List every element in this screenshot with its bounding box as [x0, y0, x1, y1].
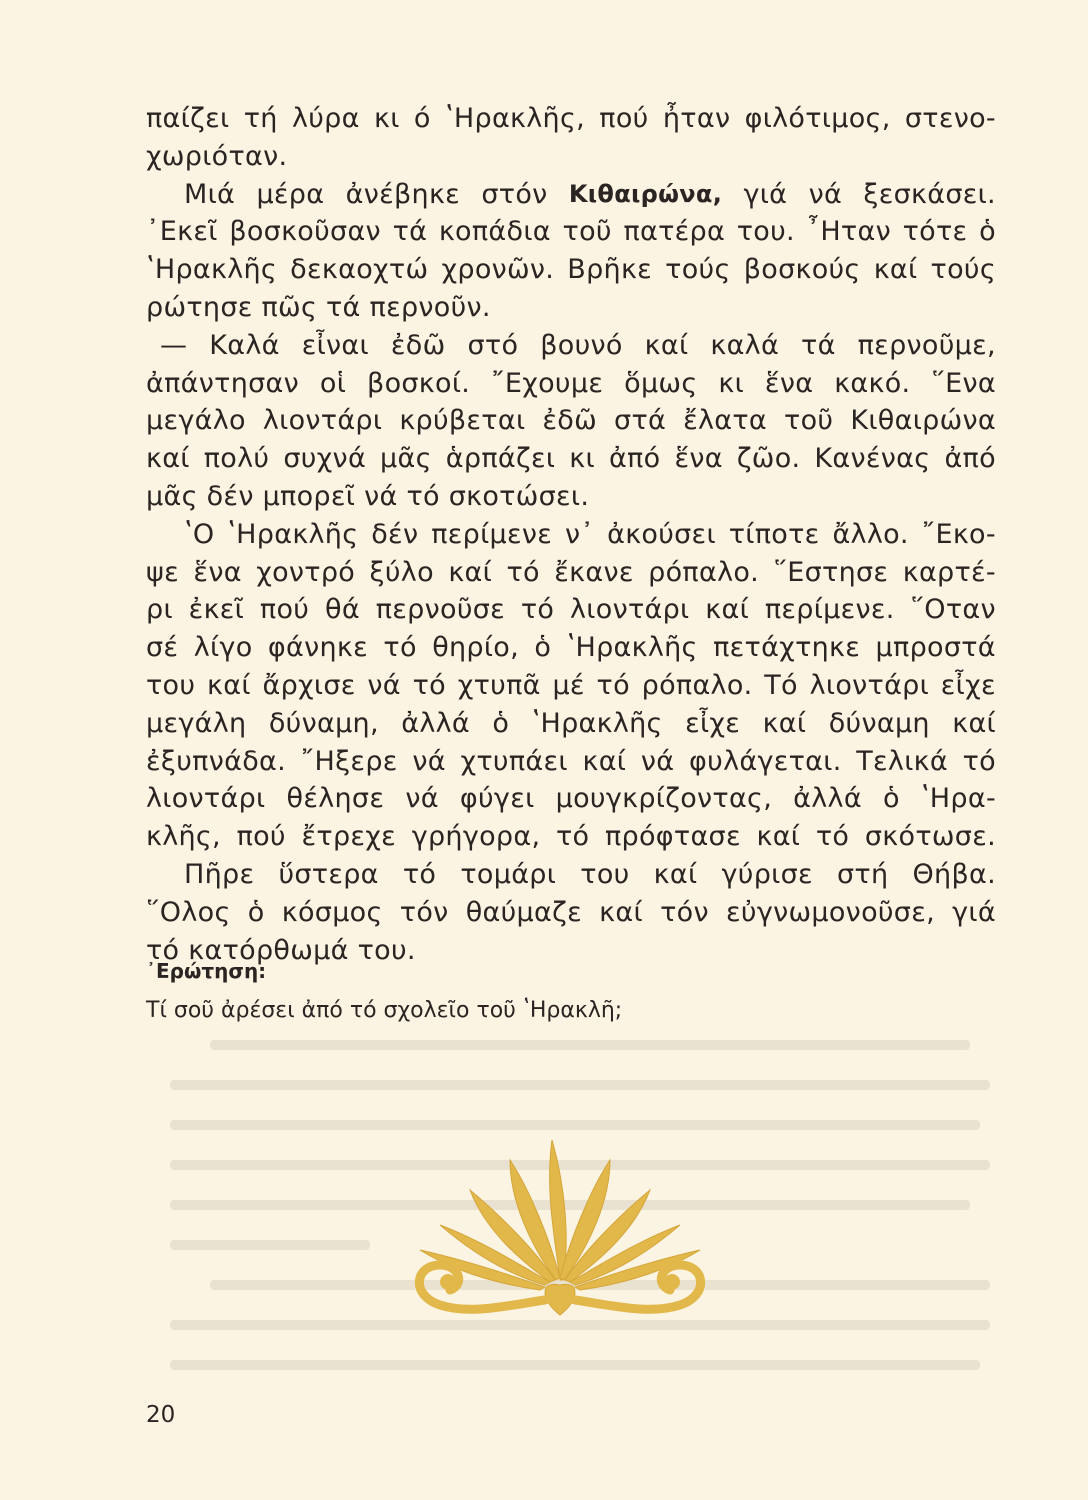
text-line: παίζει τή λύρα κι ό ʽΗρακλῆς, πού ἦταν φιλότιμος, στενο- — [146, 103, 996, 134]
text-line: Πῆρε ὕστερα τό τομάρι του καί γύρισε στή Θήβα. — [184, 858, 996, 890]
text-line: ἐξυπνάδα. ῎Ηξερε νά χτυπάει καί νά φυλάγεται. Τελικά τό — [146, 745, 996, 777]
anthemion-ornament-icon — [360, 1130, 760, 1330]
text-line: μεγάλη δύναμη, ἀλλά ὁ ʽΗρακλῆς εἶχε καί δύναμη καί — [146, 707, 996, 739]
story-text — [146, 100, 996, 969]
text-line: τό κατόρθωμά του. — [146, 934, 416, 966]
text-line: ρώτησε πῶς τά περνοῦν. — [146, 291, 491, 323]
text-line: λιοντάρι θέλησε νά φύγει μουγκρίζοντας, ἀλλά ὁ ʽΗρα- — [146, 783, 996, 815]
text-line: του καί ἄρχισε νά τό χτυπᾶ μέ τό ρόπαλο. Τό λιοντάρι εἶχε — [146, 669, 996, 701]
text-line: σέ λίγο φάνηκε τό θηρίο, ὁ ʽΗρακλῆς πετάχτηκε μπροστά — [146, 632, 996, 664]
question-section — [146, 958, 846, 1026]
text-line: ἀπάντησαν οἱ βοσκοί. ῎Εχουμε ὅμως κι ἕνα κακό. ῞Ενα — [146, 367, 996, 399]
text-line: — Καλά εἶναι ἐδῶ στό βουνό καί καλά τά περνοῦμε, — [160, 329, 996, 361]
text-line: χωριόταν. — [146, 140, 288, 172]
text-line: ψε ἕνα χοντρό ξύλο καί τό ἔκανε ρόπαλο. ῞Εστησε καρτέ- — [146, 556, 996, 588]
text-line: Μιά μέρα ἀνέβηκε στόν Κιθαιρώνα, γιά νά ξεσκάσει. — [184, 178, 996, 210]
question-label: ᾿Ερώτηση: — [146, 959, 267, 983]
text-line: καί πολύ συχνά μᾶς ἁρπάζει κι ἀπό ἕνα ζῶο. Κανένας ἀπό — [146, 443, 996, 475]
text-line: μᾶς δέν μπορεῖ νά τό σκοτώσει. — [146, 480, 590, 512]
text-line: κλῆς, πού ἔτρεχε γρήγορα, τό πρόφτασε καί τό σκότωσε. — [146, 821, 996, 853]
text-line: μεγάλο λιοντάρι κρύβεται ἐδῶ στά ἔλατα τοῦ Κιθαιρώνα — [146, 405, 996, 437]
question-text: Τί σοῦ ἀρέσει ἀπό τό σχολεῖο τοῦ ʽΗρακλῆ; — [146, 998, 623, 1023]
text-line: ʽΟ ʽΗρακλῆς δέν περίμενε ν᾿ ἀκούσει τίποτε ἄλλο. ῎Εκο- — [184, 518, 996, 550]
text-line: ρι ἐκεῖ πού θά περνοῦσε τό λιοντάρι καί περίμενε. ῞Οταν — [146, 594, 996, 626]
page-number: 20 — [146, 1402, 176, 1428]
text-line: ῞Ολος ὁ κόσμος τόν θαύμαζε καί τόν εὐγνωμονοῦσε, γιά — [146, 896, 996, 928]
text-line: ᾿Εκεῖ βοσκοῦσαν τά κοπάδια τοῦ πατέρα του. ῏Ηταν τότε ὁ — [146, 216, 996, 248]
text-line: ʽΗρακλῆς δεκαοχτώ χρονῶν. Βρῆκε τούς βοσκούς καί τούς — [146, 254, 996, 286]
